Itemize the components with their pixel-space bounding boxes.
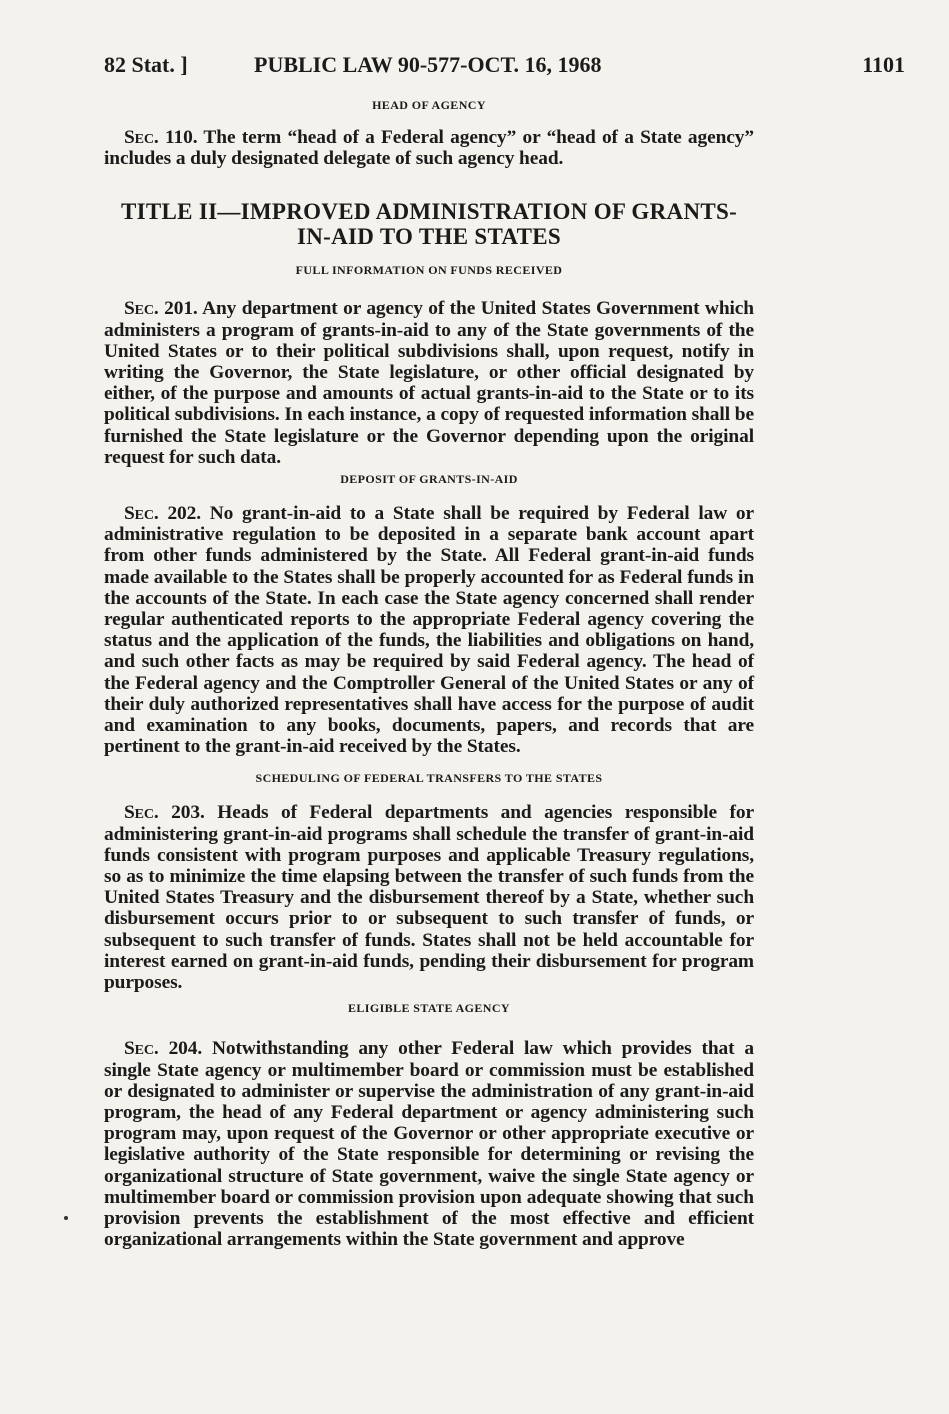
section-label: Sec. 204.	[124, 1038, 203, 1060]
section-heading: FULL INFORMATION ON FUNDS RECEIVED	[295, 263, 563, 278]
section-heading: DEPOSIT OF GRANTS-IN-AID	[340, 472, 518, 487]
section-203-paragraph	[104, 802, 754, 993]
public-law-title: PUBLIC LAW 90-577-OCT. 16, 1968	[254, 52, 602, 77]
section-text: Heads of Federal departments and agencies responsible for administering grant-in-aid programs shall schedule the transfer of grant-in-aid funds consistent with program purposes and applicable Treasury regulations, so as to minimize the time elapsing between the transfer of such funds from the United States Treasury and the disbursement thereof by a State, whether such disbursement occurs prior to or subsequent to such transfer of funds, or subsequent to such transfer of funds. States shall not be held accountable for interest earned on grant-in-aid funds, pending their disbursement for program purposes.	[104, 802, 755, 994]
section-heading: SCHEDULING OF FEDERAL TRANSFERS TO THE STATES	[255, 771, 603, 786]
section-heading: HEAD OF AGENCY	[372, 98, 486, 112]
section-text: The term “head of a Federal agency” or “head of a State agency” includes a duly designated delegate of such agency head.	[104, 127, 754, 170]
section-110-paragraph	[104, 127, 754, 169]
section-text: No grant-in-aid to a State shall be required by Federal law or administrative regulation to be deposited in a separate bank account apart from other funds administered by the State. All Federal grant-in-aid funds made available to the States shall be properly accounted for as Federal funds in the accounts of the State. In each case the State agency concerned shall render regular authenticated reports to the appropriate Federal agency covering the status and the application of the funds, the liabilities and obligations on hand, and such other facts as may be required by said Federal agency. The head of the Federal agency and the Comptroller General of the United States or any of their duly authorized representatives shall have access for the purpose of audit and examination to any books, documents, papers, and records that are pertinent to the grant-in-aid received by the States.	[104, 503, 755, 758]
section-label: Sec. 201.	[124, 298, 198, 320]
title-heading-line-2: IN-AID TO THE STATES	[297, 224, 561, 250]
section-204-paragraph	[104, 1038, 754, 1250]
section-heading: ELIGIBLE STATE AGENCY	[347, 1001, 510, 1016]
section-text: Notwithstanding any other Federal law which provides that a single State agency or multimember board or commission must be established or designated to administer or supervise the administration of any grant-in-aid program, the head of any Federal department or agency administering such program may, upon request of the Governor or other appropriate executive or legislative authority of the State responsible for determining or revising the organizational structure of State government, waive the single State agency or multimember board or commission provision upon adequate showing that such provision prevents the establishment of the most effective and efficient organizational arrangements within the State government and approve	[104, 1038, 754, 1251]
title-heading-line-1: TITLE II—IMPROVED ADMINISTRATION OF GRANTS-	[120, 199, 738, 225]
section-201-paragraph	[104, 298, 754, 468]
section-label: Sec. 110.	[124, 127, 198, 148]
section-text: Any department or agency of the United States Government which administers a program of grants-in-aid to any of the State governments of the United States or to their political subdivisions shall, upon request, notify in writing the Governor, the State legislature, or other official designated by either, of the purpose and amounts of actual grants-in-aid to the State or to its political subdivisions. In each instance, a copy of requested information shall be furnished the State legislature or the Governor depending upon the original request for such data.	[104, 298, 754, 468]
page-number: 1101	[862, 52, 905, 77]
section-202-paragraph	[104, 503, 754, 757]
section-label: Sec. 203.	[124, 802, 205, 824]
section-label: Sec. 202.	[124, 503, 201, 525]
running-header	[104, 52, 905, 86]
statute-reference: 82 Stat. ]	[104, 52, 188, 77]
margin-dot	[64, 1216, 68, 1220]
body-column	[104, 96, 754, 1250]
